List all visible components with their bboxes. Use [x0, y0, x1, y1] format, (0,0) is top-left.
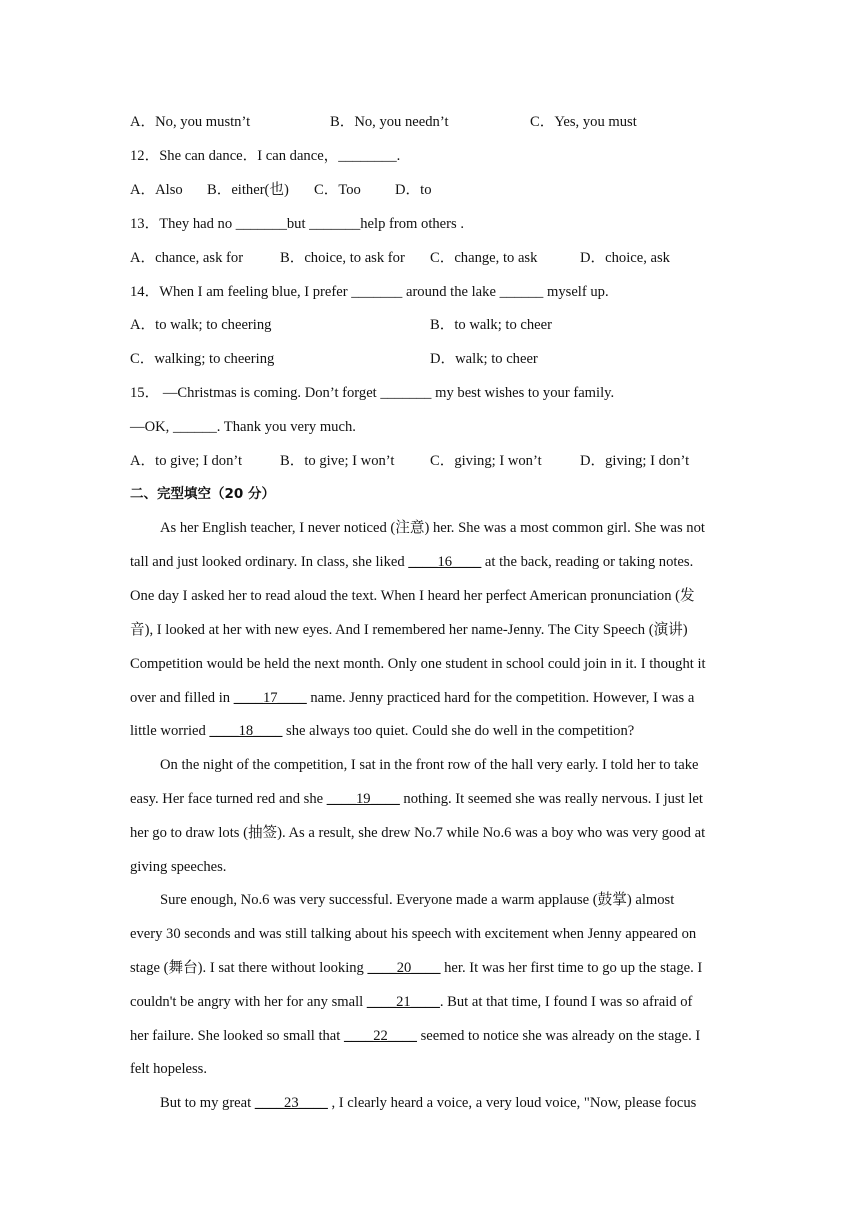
passage-text: nothing. It seemed she was really nervous. I just let	[399, 791, 703, 807]
q15-option-b: B．to give; I won’t	[280, 453, 395, 469]
passage-line: giving speeches.	[130, 859, 227, 875]
passage-line	[130, 790, 703, 808]
q14-option-d: D．walk; to cheer	[430, 351, 538, 367]
passage-line: Sure enough, No.6 was very successful. Everyone made a warm applause (鼓掌) almost	[160, 892, 675, 908]
passage-text: little worried	[130, 723, 210, 739]
q14-option-c: C．walking; to cheering	[130, 351, 275, 367]
q14-option-a: A．to walk; to cheering	[130, 317, 272, 333]
q11-option-a: A．No, you mustn’t	[130, 114, 251, 130]
q12-option-a: A．Also	[130, 182, 183, 198]
q12-option-d: D．to	[395, 182, 432, 198]
passage-text: her. It was her first time to go up the stage. I	[440, 960, 703, 976]
blank-22: ____22____	[344, 1028, 417, 1044]
passage-text: her failure. She looked so small that	[130, 1028, 344, 1044]
q13-option-c: C．change, to ask	[430, 250, 538, 266]
q13-option-b: B．choice, to ask for	[280, 250, 405, 266]
passage-line	[130, 993, 692, 1011]
q11-option-b: B．No, you needn’t	[330, 114, 449, 130]
passage-text: . But at that time, I found I was so afraid of	[439, 994, 693, 1010]
passage-line	[130, 1027, 700, 1045]
q12-option-c: C．Too	[314, 182, 361, 198]
q12-stem: 12．She can dance．I can dance，________.	[130, 148, 401, 164]
q13-stem: 13．They had no _______but _______help from others .	[130, 216, 464, 232]
passage-text: couldn't be angry with her for any small	[130, 994, 367, 1010]
q13-option-d: D．choice, ask	[580, 250, 670, 266]
q14-option-b: B．to walk; to cheer	[430, 317, 552, 333]
passage-text: at the back, reading or taking notes.	[481, 554, 694, 570]
q15-option-a: A．to give; I don’t	[130, 453, 243, 469]
passage-line	[130, 722, 634, 740]
blank-20: ____20____	[367, 960, 441, 976]
passage-text: she always too quiet. Could she do well in the competition?	[282, 723, 635, 739]
passage-line	[130, 689, 694, 707]
passage-line: Competition would be held the next month. Only one student in school could join in it. I thought it	[130, 656, 706, 672]
passage-text: , I clearly heard a voice, a very loud voice, "Now, please focus	[327, 1095, 697, 1111]
section-title-cloze: 二、完型填空（20 分）	[130, 486, 275, 502]
passage-line: every 30 seconds and was still talking about his speech with excitement when Jenny appeared on	[130, 926, 697, 942]
passage-text: stage (舞台). I sat there without looking	[130, 960, 368, 976]
passage-line	[160, 1094, 696, 1112]
passage-line: her go to draw lots (抽签). As a result, she drew No.7 while No.6 was a boy who was very good at	[130, 825, 706, 841]
passage-line	[130, 553, 693, 571]
blank-18: ____18____	[209, 723, 283, 739]
passage-text: easy. Her face turned red and she	[130, 791, 327, 807]
passage-text: name. Jenny practiced hard for the competition. However, I was a	[306, 690, 695, 706]
q15-reply: —OK, ______. Thank you very much.	[130, 419, 356, 435]
passage-text: tall and just looked ordinary. In class, she liked	[130, 554, 409, 570]
passage-line: felt hopeless.	[130, 1061, 208, 1077]
passage-line: As her English teacher, I never noticed (注意) her. She was a most common girl. She was not	[160, 520, 705, 536]
passage-text: But to my great	[160, 1095, 255, 1111]
passage-text: over and filled in	[130, 690, 234, 706]
blank-16: ____16____	[408, 554, 482, 570]
passage-line: 音), I looked at her with new eyes. And I remembered her name-Jenny. The City Speech (演讲)	[130, 622, 688, 638]
q12-option-b: B．either(也)	[207, 182, 289, 198]
blank-23: ____23____	[254, 1095, 328, 1111]
blank-21: ____21____	[366, 994, 440, 1010]
passage-line: One day I asked her to read aloud the text. When I heard her perfect American pronunciation (发	[130, 588, 695, 604]
q15-stem: 15． —Christmas is coming. Don’t forget _______ my best wishes to your family.	[130, 385, 615, 401]
blank-17: ____17____	[233, 690, 307, 706]
q13-option-a: A．chance, ask for	[130, 250, 244, 266]
passage-text: seemed to notice she was already on the stage. I	[416, 1028, 701, 1044]
passage-line	[130, 959, 702, 977]
q11-option-c: C．Yes, you must	[530, 114, 637, 130]
q15-option-c: C．giving; I won’t	[430, 453, 542, 469]
q14-stem: 14．When I am feeling blue, I prefer _______ around the lake ______ myself up.	[130, 284, 609, 300]
q15-option-d: D．giving; I don’t	[580, 453, 690, 469]
passage-line: On the night of the competition, I sat in the front row of the hall very early. I told her to take	[160, 757, 699, 773]
blank-19: ____19____	[326, 791, 400, 807]
